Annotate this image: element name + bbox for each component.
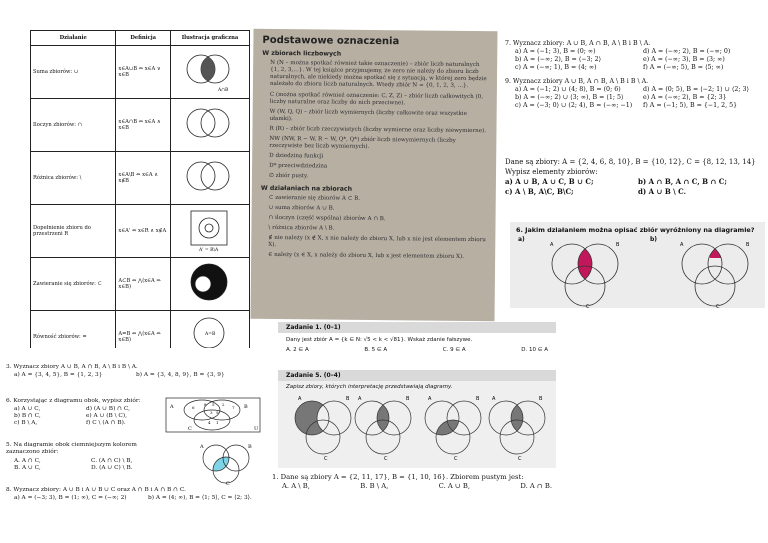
venn-figure [171,46,250,99]
venn-figure [171,99,250,152]
exercises-3-6-5-8 [0,356,272,506]
table-row [31,99,250,152]
notation-item: ∩ iloczyn (część wspólna) zbiorów A ∩ B. [268,214,386,222]
svg-text:C: C [716,304,720,308]
op-definition: A⊂B ⇔ ⋀(x∈A ⇒ x∈B) [116,258,171,311]
exercise-item: f) A = (−∞; 5), B = ⟨5; ∞) [643,64,724,71]
col-definition: Definicja [116,31,171,46]
svg-text:A: A [358,396,362,402]
exercise-item: d) (A ∪ B) ∩ C, [86,406,130,412]
answer-option[interactable]: A. 2 ∈ A [286,347,309,353]
venn-question-6 [510,222,765,308]
exercise-item: b) A = (−∞; 2) ∪ ⟨3; ∞), B = ⟨1; 5⟩ [515,94,624,101]
svg-text:B: B [244,404,248,410]
given-item: b) A ∩ B, A ∩ C, B ∩ C; [638,177,727,186]
answer-option[interactable]: D. A ∩ B. [520,482,552,490]
given-item: c) A \ B, A\C, B\C; [505,186,574,196]
fig-label: A∩B [218,88,229,93]
svg-text:B: B [746,242,750,248]
answer-option[interactable]: A. A \ B, [282,482,310,490]
op-name: Zawieranie się zbiorów: ⊂ [31,258,116,311]
exercise-item: f) A = (−1; 5), B = {−1, 2, 5} [643,102,738,109]
op-definition: x∈A' ⇔ x∈R ∧ x∉A [116,205,171,258]
fig-label: A' = R\A [199,248,219,253]
exercise-item: e) A = (−∞; 3), B = ⟨3; ∞) [643,56,725,63]
svg-text:C: C [384,456,388,462]
op-name: Równość zbiorów: = [31,311,116,349]
svg-text:C: C [226,481,230,486]
op-definition: x∈A∩B ⇔ x∈A ∧ x∈B [116,99,171,152]
svg-text:6: 6 [192,405,195,410]
venn-diagram-b [670,236,760,308]
exercise-item: f) C \ (A ∩ B). [86,420,126,427]
svg-text:8: 8 [204,402,207,407]
venn-shaded-diagram [196,440,256,486]
op-name: Dopełnienie zbioru do przestrzeni R [31,205,116,258]
op-name: Suma zbiorów: ∪ [31,46,116,99]
notation-item: NW (NW, R − W, R − W, Q*, Q*) zbiór liczb niewymiernych (liczby rzeczywiste bez liczb wymiernych). [269,135,456,151]
equality-figure [171,311,250,349]
exercise-item: a) A ∪ C, [14,406,41,412]
given-item: d) A ∪ B \ C. [638,186,687,196]
svg-text:B: B [476,396,480,402]
svg-text:A: A [428,396,432,402]
table-row [31,152,250,205]
diagram-3 [425,396,481,462]
answer-option[interactable]: D. 10 ∈ A [521,347,548,353]
diagram-2 [355,396,411,462]
zadanie-header: Zadanie 5. (0–4) [278,370,556,381]
notation-item: D* przeciwdziedzina [269,163,328,170]
svg-text:B: B [406,396,410,402]
venn-figure [171,152,250,205]
svg-text:B: B [248,444,252,450]
notation-item: ∈ należy (x ∈ X, x należy do zbioru X, lub x jest elementem zbioru X). [268,252,465,261]
given-item: a) A ∪ B, A ∪ C, B ∪ C; [505,177,594,186]
exercise-item: b) A = (4; ∞), B = ⟨1; 5⟩, C = ⟨2; 3⟩. [148,495,252,501]
svg-text:A: A [550,242,554,248]
given-line: Dane są zbiory: A = {2, 4, 6, 8, 10}, B = {10, 12}, C = {8, 12, 13, 14} [505,158,756,166]
table-row [31,46,250,99]
table-row [31,205,250,258]
given-sets-panel [505,158,765,208]
diagram-1 [295,396,351,462]
zadanie-text: Dany jest zbiór A = {k ∈ N: √5 < k < √81}. Wskaż zdanie fałszywe. [286,337,473,343]
exercise-heading: 5. Na diagramie obok ciemniejszym kolorem zaznaczono zbiór: [6,442,137,456]
svg-text:A: A [298,396,302,402]
svg-text:1: 1 [216,420,219,425]
venn-numbers-diagram [164,396,264,436]
exercise-item: a) A = (−1; 2) ∪ (4; 8), B = (0; 6) [515,86,621,93]
svg-text:4: 4 [208,420,211,425]
svg-text:9: 9 [216,410,219,415]
venn-diagram-a [540,236,630,308]
exercise-item: C. (A ∩ C) \ B, [91,458,133,464]
answer-option[interactable]: C. 9 ∈ A [442,347,466,353]
zadanie-5-panel [278,370,556,468]
svg-text:B: B [539,396,543,402]
exercise-item: c) B \ A, [14,420,38,427]
complement-figure [171,205,250,258]
notation-item: ∉ nie należy (x ∉ X, x nie należy do zbioru X, lub x nie jest elementem zbioru X). [268,234,486,249]
exercise-item: D. (A ∪ C) \ B. [91,465,133,472]
option-label: a) [518,236,525,243]
question-1-panel [272,473,562,503]
answer-option[interactable]: B. 5 ∈ A [364,347,388,353]
svg-text:2: 2 [222,402,225,407]
svg-text:5: 5 [212,402,215,407]
svg-text:C: C [518,456,522,462]
notation-panel [250,29,497,322]
col-illustration: Ilustracja graficzna [171,31,250,46]
svg-text:C: C [454,456,458,462]
svg-text:B: B [346,396,350,402]
notation-title: Podstawowe oznaczenia [262,34,400,48]
diagram-4 [489,396,545,462]
exercise-item: a) A = {3, 4, 5}, B = {1, 2, 3} [14,372,103,378]
zadanie-header: Zadanie 1. (0–1) [278,322,556,333]
exercise-item: c) A = (−∞; 1), B = (4; ∞) [515,64,597,71]
exercise-item: e) A = (−∞; 2), B = {2; 3} [643,94,727,101]
section-title: W zbiorach liczbowych [262,49,342,58]
exercise-heading: 3. Wyznacz zbiory A ∪ B, A ∩ B, A \ B i B \ A. [6,364,138,370]
exercise-item: c) A = ⟨−3; 0⟩ ∪ (2; 4), B = (−∞; −1) [515,102,633,109]
answer-option[interactable]: B. B \ A, [360,482,389,490]
given-line: Wypisz elementy zbiorów: [505,167,598,176]
exercise-heading: 9. Wyznacz zbiory A ∪ B, A ∩ B, A \ B i B \ A. [505,78,649,85]
op-name: Iloczyn zbiorów: ∩ [31,99,116,152]
table-row [31,311,250,349]
svg-text:C: C [188,426,192,432]
notation-item: ∅ zbiór pusty. [268,173,309,180]
exercise-item: A. A ∩ C, [14,458,41,464]
svg-text:A: A [680,242,684,248]
exercise-item: b) B ∩ C, [14,413,41,420]
exercise-item: a) A = (−3; 3), B = (1; ∞), C = (−∞; 2) [14,495,127,501]
op-definition: x∈A∪B ⇔ x∈A ∨ x∈B [116,46,171,99]
zadanie-1-panel [278,322,556,366]
exercise-item: d) A = (0; 5), B = ⟨−2; 1⟩ ∪ ⟨2; 3⟩ [643,86,749,93]
notation-item: ∪ suma zbiorów A ∪ B. [268,204,335,212]
notation-item: N (N – można spotkać również takie oznaczenie) – zbiór liczb naturalnych {1, 2, 3,…}. W tej książce przyjmujemy, że zero nie należy do zbioru liczb naturalnych, ale niekiedy można spotkać się z sytuacją, w której zero będzie należało do zbioru liczb naturalnych. Wtedy zbiór N = {0, 1, 2, 3, …}. [269,60,487,90]
option-label: b) [650,236,658,243]
op-definition: A=B ⇔ ⋀(x∈A ⇔ x∈B) [116,311,171,349]
svg-text:A: A [492,396,496,402]
exercise-item: e) A ∪ (B \ C), [86,413,127,420]
fig-label: A=B [205,332,216,337]
svg-text:A: A [200,444,204,450]
svg-text:C: C [586,304,590,308]
exercise-item: a) A = (−1; 3), B = (0; ∞) [515,48,596,55]
subset-figure [171,258,250,311]
svg-text:3: 3 [210,410,213,415]
col-operation: Działanie [31,31,116,46]
exercise-heading: 7. Wyznacz zbiory: A ∪ B, A ∩ B, A \ B i B \ A. [505,40,651,47]
section-title: W działaniach na zbiorach [260,184,353,193]
op-name: Różnica zbiorów: \ [31,152,116,205]
notation-item: R (R) – zbiór liczb rzeczywistych (liczby wymierne oraz liczby niewymierne). [269,125,487,135]
svg-text:B: B [616,242,620,248]
table-row [31,258,250,311]
exercise-item: b) A = (−∞; 2), B = ⟨−3; 2⟩ [515,56,602,63]
answer-option[interactable]: C. A ∪ B, [438,482,471,490]
exercise-item: B. A ∪ C, [14,465,41,472]
exercise-item: d) A = (−∞; 2), B = (−∞; 0) [643,48,731,55]
zadanie-text: Zapisz zbiory, których interpretację przedstawiają diagramy. [286,384,453,390]
notation-item: W (W, Q, Q) – zbiór liczb wymiernych (liczby całkowite oraz wszystkie ułamki). [269,108,467,122]
exercise-item: b) A = {3, 4, 8, 9}, B = {3, 9} [136,372,225,378]
definitions-table [30,30,250,348]
svg-text:7: 7 [232,405,235,410]
svg-text:A: A [170,404,174,410]
notation-item: D dziedzina funkcji [269,153,324,160]
notation-item: \ różnica zbiorów A \ B. [268,224,335,232]
svg-text:C: C [324,456,328,462]
exercise-heading: 8. Wyznacz zbiory: A ∪ B i A ∪ B ∪ C oraz A ∩ B i A ∩ B ∩ C. [6,487,186,493]
question-text: 1. Dane są zbiory A = {2, 11, 17}, B = {1, 10, 16}. Zbiorem pustym jest: [272,473,524,481]
op-definition: x∈A\B ⇔ x∈A ∧ x∉B [116,152,171,205]
notation-item: C (można spotkać również oznaczenie: C, Z, Z) – zbiór liczb całkowitych (0, liczby naturalne oraz liczby do nich przeciwne). [269,91,484,106]
notation-item: ⊂ zawieranie się zbiorów A ⊂ B. [268,194,361,202]
question-title: 6. Jakim działaniem można opisać zbiór wyróżniony na diagramie? [516,226,755,234]
exercise-heading: 6. Korzystając z diagramu obok, wypisz zbiór: [6,398,141,404]
venn-diagrams-row [284,392,550,464]
svg-text:U: U [254,426,259,432]
definitions-table-panel [30,30,250,348]
